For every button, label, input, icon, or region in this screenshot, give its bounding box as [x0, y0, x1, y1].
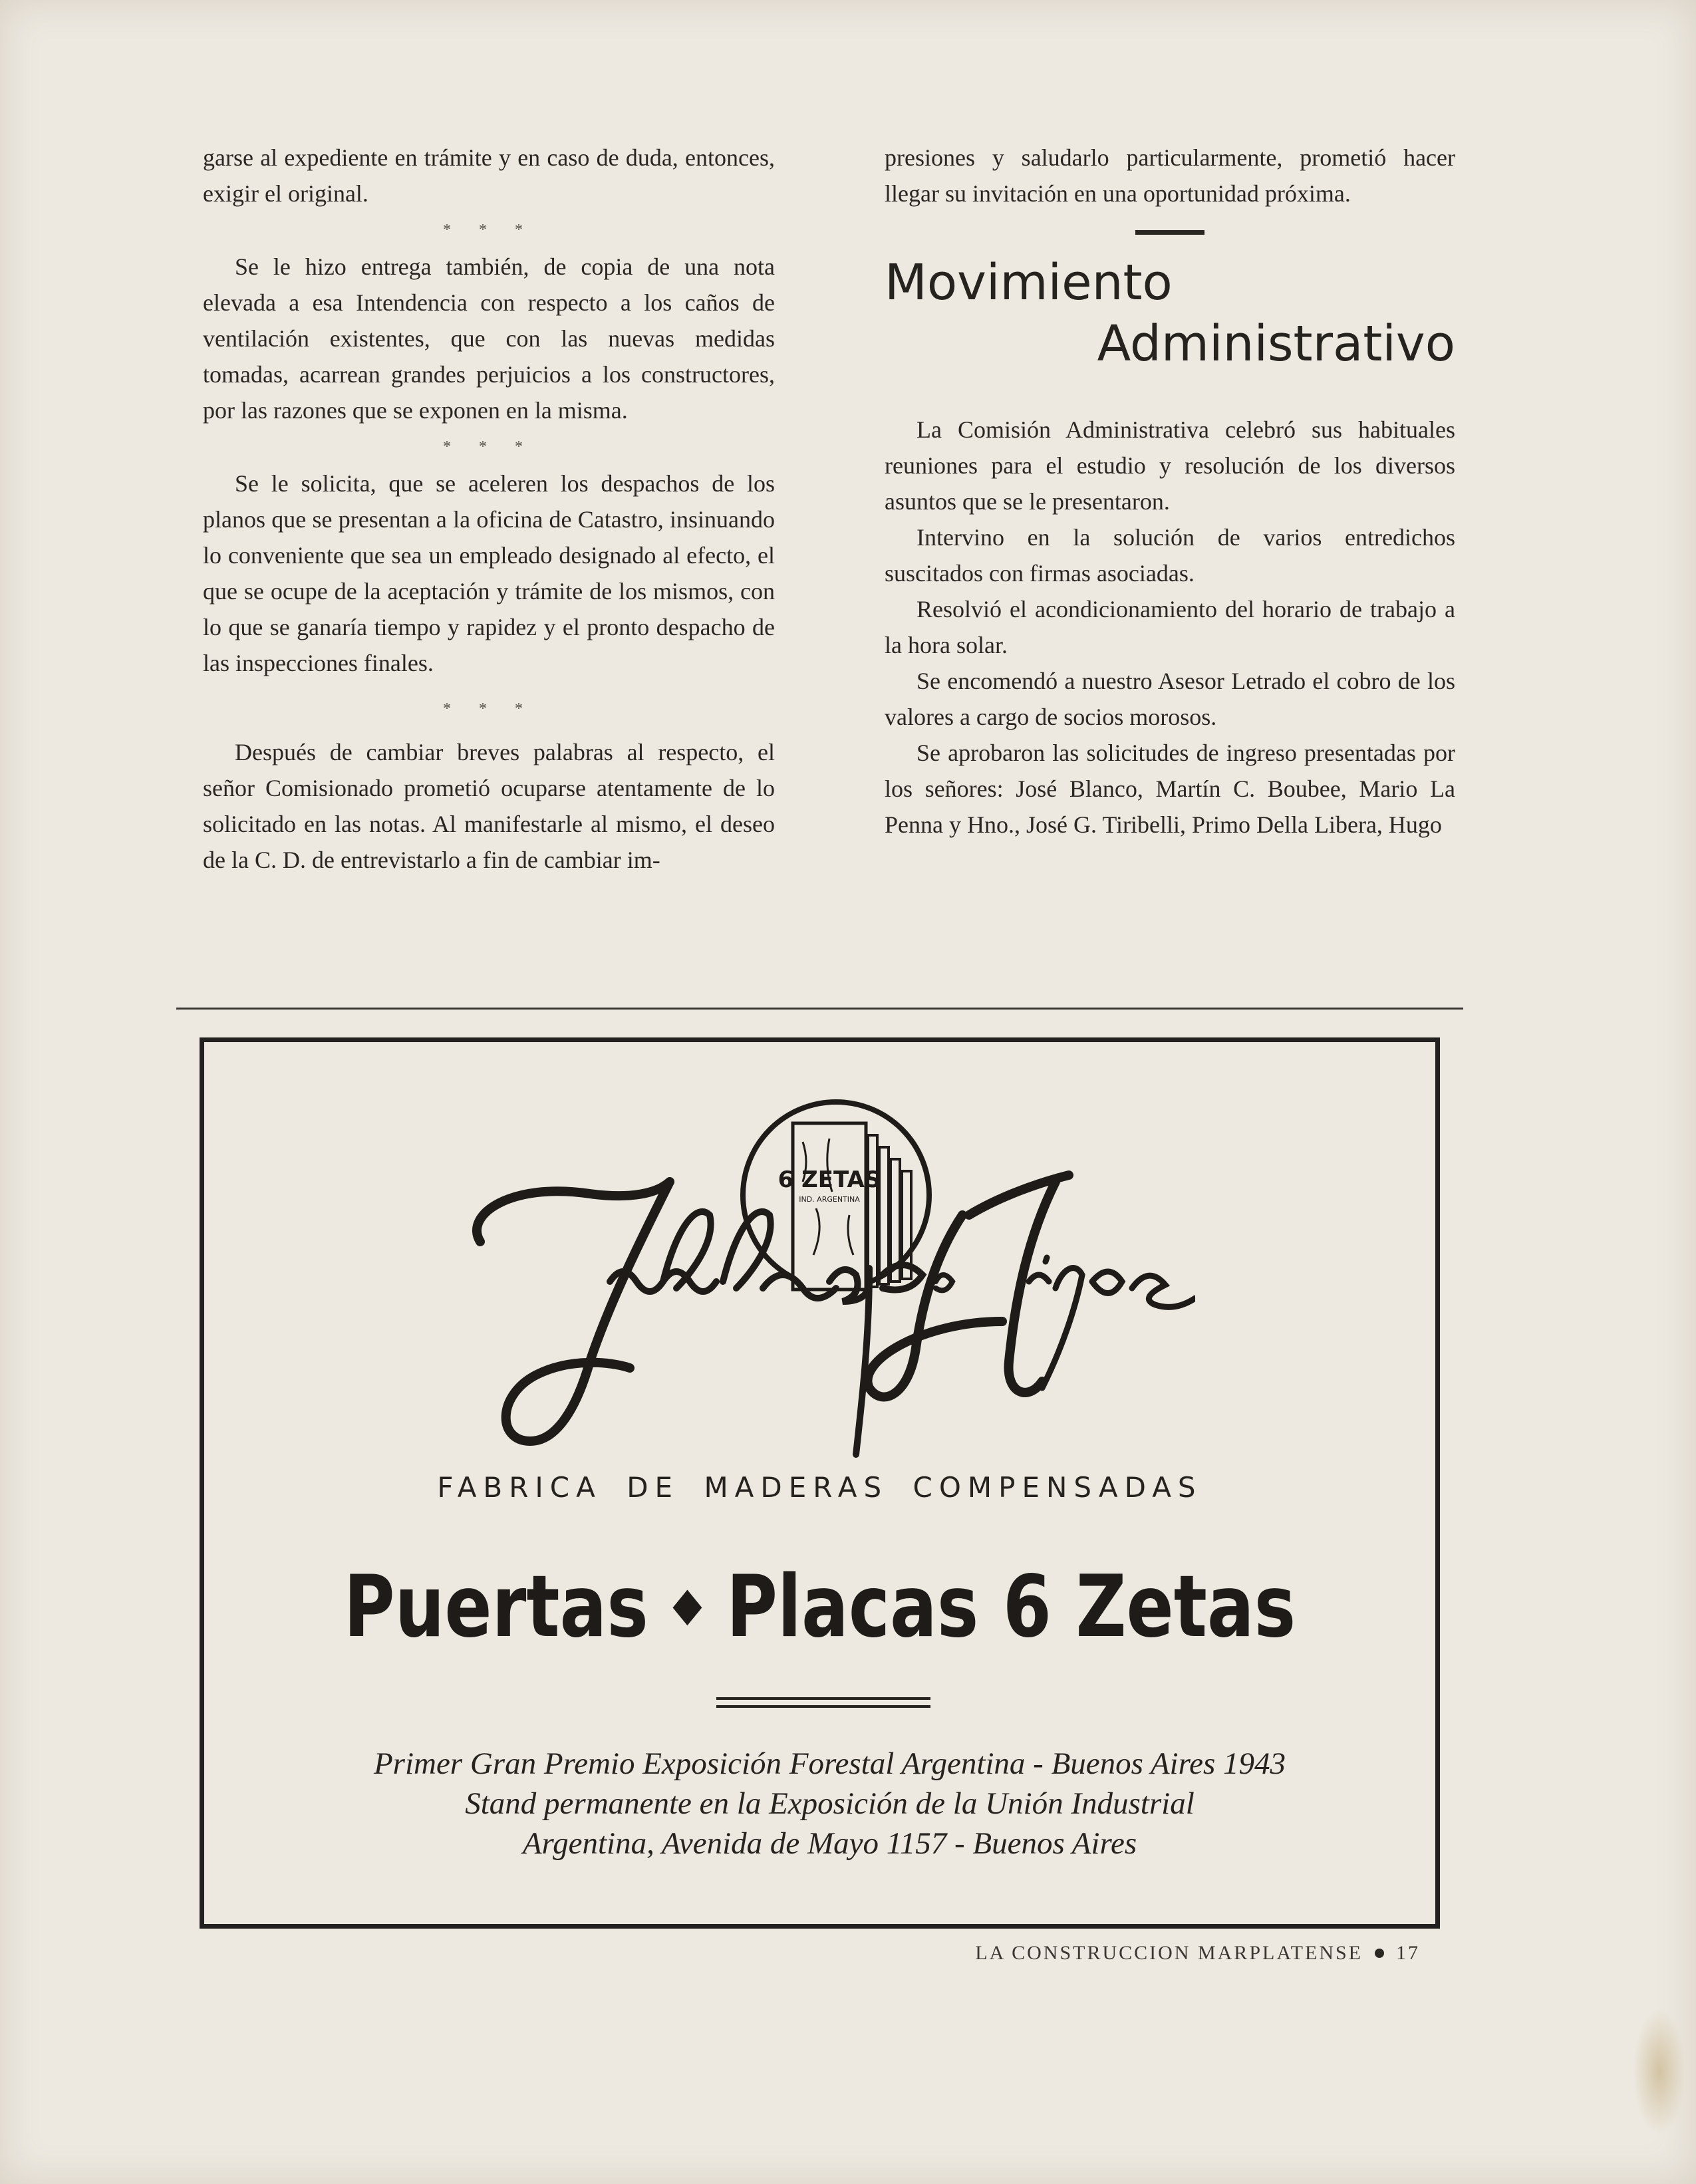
advertisement	[200, 1037, 1440, 1929]
prize-line: Argentina, Avenida de Mayo 1157 - Buenos Aires	[522, 1826, 1137, 1861]
paragraph: Resolvió el acondicionamiento del horario de trabajo a la hora solar.	[885, 596, 1455, 658]
bullet-icon	[1375, 1949, 1384, 1958]
heading-line: Movimiento	[885, 254, 1173, 311]
prize-line: Stand permanente en la Exposición de la Unión Industrial	[465, 1786, 1195, 1821]
paragraph: Intervino en la solución de varios entredichos suscitados con firmas asociadas.	[885, 524, 1455, 587]
brand-name-text: Zubillaga e Hijos	[470, 1544, 475, 1545]
section-separator: * * *	[443, 438, 535, 456]
section-separator: * * *	[443, 700, 535, 718]
headline-left: Puertas	[343, 1558, 648, 1657]
paragraph: Se aprobaron las solicitudes de ingreso presentadas por los señores: José Blanco, Martín C. Boubee, Mario La Penna y Hno., José G. Tiribelli, Primo Della Libera, Hugo	[885, 740, 1455, 838]
svg-text:6 ZETAS: 6 ZETAS	[777, 1166, 881, 1193]
horizontal-rule	[176, 1008, 1463, 1010]
section-separator: * * *	[443, 221, 535, 239]
right-column	[885, 140, 1455, 843]
ad-prize-text	[277, 1744, 1382, 1863]
paper-stain	[1633, 2008, 1686, 2135]
heading-line: Administrativo	[1097, 315, 1455, 372]
paragraph: Se le solicita, que se aceleren los despachos de los planos que se presentan a la oficina de Catastro, insinuando lo conveniente que sea un empleado designado al efecto, el que se ocupe de la aceptación y trámite de los mismos, con lo que se ganaría tiempo y rapidez y el pronto despacho de las inspecciones finales.	[203, 470, 775, 676]
ad-headline	[315, 1558, 1325, 1657]
diamond-icon: ◆	[672, 1576, 702, 1631]
page-number: 17	[1396, 1942, 1420, 1964]
prize-line: Primer Gran Premio Exposición Forestal Argentina - Buenos Aires 1943	[373, 1746, 1286, 1781]
ad-subtitle: FABRICA DE MADERAS COMPENSADAS	[437, 1471, 1202, 1504]
paragraph: La Comisión Administrativa celebró sus habituales reuniones para el estudio y resolución de los diversos asuntos que se le presentaron.	[885, 416, 1455, 515]
heading-rule	[1135, 230, 1204, 235]
double-rule	[716, 1697, 930, 1713]
section-heading	[885, 252, 1455, 374]
paragraph: presiones y saludarlo particularmente, prometió hacer llegar su invitación en una oportunidad próxima.	[885, 144, 1455, 207]
page-footer	[975, 1942, 1420, 1965]
paragraph: garse al expediente en trámite y en caso de duda, entonces, exigir el original.	[203, 144, 775, 207]
paragraph: Se encomendó a nuestro Asesor Letrado el cobro de los valores a cargo de socios morosos.	[885, 668, 1455, 730]
svg-text:IND. ARGENTINA: IND. ARGENTINA	[799, 1195, 860, 1204]
headline-right: Placas 6 Zetas	[726, 1558, 1296, 1657]
left-column	[203, 140, 775, 878]
paragraph: Después de cambiar breves palabras al respecto, el señor Comisionado prometió ocuparse atentamente de lo solicitado en las notas. Al manifestarle al mismo, el deseo de la C. D. de entrevistarlo a fin de cambiar im-	[203, 739, 775, 873]
paragraph: Se le hizo entrega también, de copia de una nota elevada a esa Intendencia con respecto a los caños de ventilación existentes, que con las nuevas medidas tomadas, acarrean grandes perjuicios a los constructores, por las razones que se exponen en la misma.	[203, 253, 775, 424]
publication-name: LA CONSTRUCCION MARPLATENSE	[975, 1942, 1363, 1964]
emblem-icon	[743, 1102, 929, 1290]
